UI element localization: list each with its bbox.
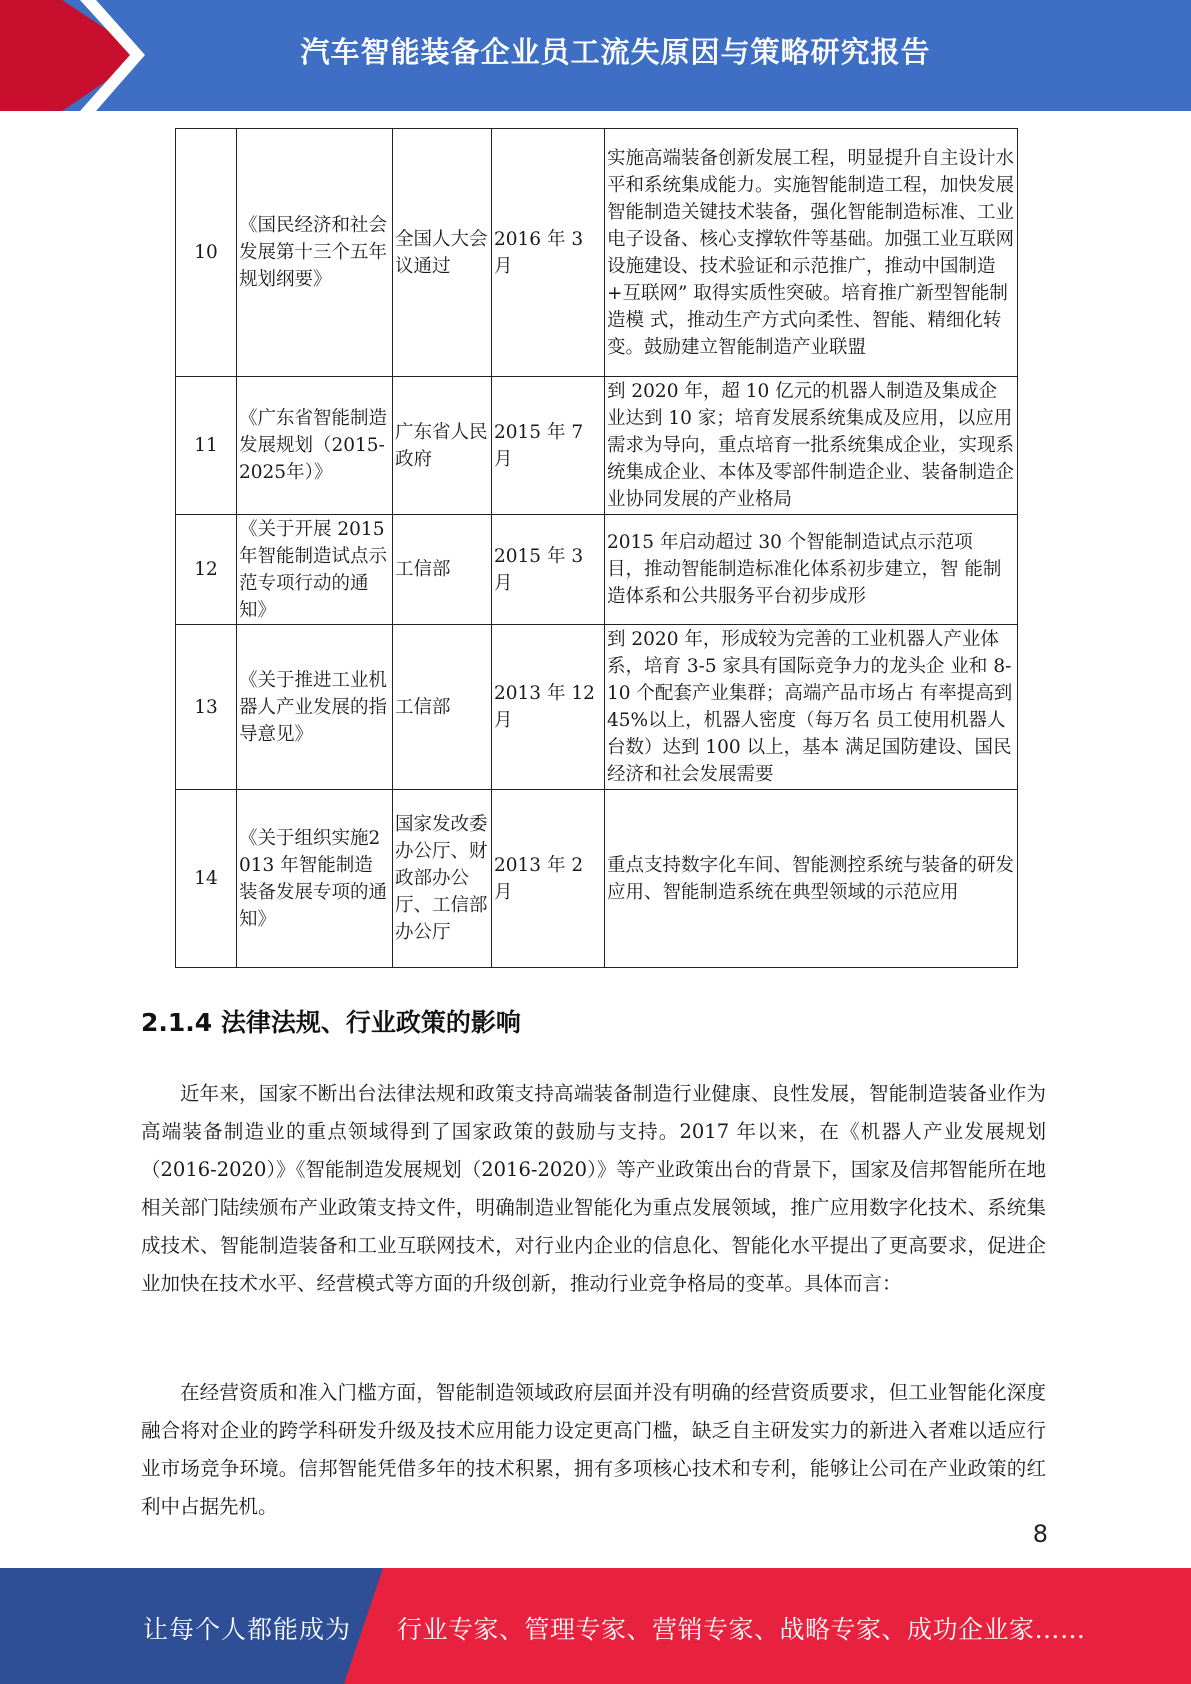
footer-slogan-right: 行业专家、管理专家、营销专家、战略专家、成功企业家…… (397, 1615, 1086, 1644)
row-number: 10 (176, 129, 237, 377)
policy-content: 重点支持数字化车间、智能测控系统与装备的研发应用、智能制造系统在典型领域的示范应用 (605, 790, 1018, 968)
policy-issuer: 国家发改委办公厅、财政部办公厅、工信部办公厅 (393, 790, 492, 968)
policy-name: 《关于开展 2015 年智能制造试点示范专项行动的通知》 (237, 515, 393, 625)
policy-date: 2015 年 7 月 (492, 377, 605, 515)
table-row (176, 790, 1018, 968)
table-row (176, 515, 1018, 625)
policy-date: 2016 年 3 月 (492, 129, 605, 377)
policy-issuer: 工信部 (393, 625, 492, 790)
policy-name: 《关于组织实施2013 年智能制造装备发展专项的通知》 (237, 790, 393, 968)
table-row (176, 625, 1018, 790)
policy-issuer: 工信部 (393, 515, 492, 625)
policy-name: 《广东省智能制造发展规划（2015-2025年）》 (237, 377, 393, 515)
policy-content: 到 2020 年，形成较为完善的工业机器人产业体系，培育 3-5 家具有国际竞争力的龙头企 业和 8-10 个配套产业集群；高端产品市场占 有率提高到 45%以上，机器人密度（每万名 员工使用机器人台数）达到 100 以上，基本 满足国防建设、国民经济和社会发展需要 (605, 625, 1018, 790)
policy-content: 实施高端装备创新发展工程，明显提升自主设计水平和系统集成能力。实施智能制造工程，加快发展智能制造关键技术装备，强化智能制造标准、工业电子设备、核心支撑软件等基础。加强工业互联网设施建设、技术验证和示范推广，推动中国制造+互联网” 取得实质性突破。培育推广新型智能制造模 式，推动生产方式向柔性、智能、精细化转 变。鼓励建立智能制造产业联盟 (605, 129, 1018, 377)
policy-content: 2015 年启动超过 30 个智能制造试点示范项 目，推动智能制造标准化体系初步建立，智 能制造体系和公共服务平台初步成形 (605, 515, 1018, 625)
policy-date: 2013 年 12 月 (492, 625, 605, 790)
page-number: 8 (1032, 1520, 1048, 1548)
row-number: 14 (176, 790, 237, 968)
section-heading: 2.1.4 法律法规、行业政策的影响 (141, 1008, 521, 1037)
row-number: 11 (176, 377, 237, 515)
body-paragraph: 在经营资质和准入门槛方面，智能制造领域政府层面并没有明确的经营资质要求，但工业智能化深度融合将对企业的跨学科研发升级及技术应用能力设定更高门槛，缺乏自主研发实力的新进入者难以适应行业市场竞争环境。信邦智能凭借多年的技术积累，拥有多项核心技术和专利，能够让公司在产业政策的红利中占据先机。 (141, 1381, 1046, 1518)
policy-issuer: 全国人大会议通过 (393, 129, 492, 377)
policy-issuer: 广东省人民政府 (393, 377, 492, 515)
policy-name: 《国民经济和社会发展第十三个五年规划纲要》 (237, 129, 393, 377)
policy-date: 2013 年 2 月 (492, 790, 605, 968)
policy-date: 2015 年 3 月 (492, 515, 605, 625)
report-title: 汽车智能装备企业员工流失原因与策略研究报告 (300, 34, 931, 69)
table-row (176, 129, 1018, 377)
row-number: 12 (176, 515, 237, 625)
row-number: 13 (176, 625, 237, 790)
footer-slogan-left: 让每个人都能成为 (143, 1615, 352, 1644)
policy-content: 到 2020 年，超 10 亿元的机器人制造及集成企业达到 10 家；培育发展系统集成及应用，以应用需求为导向，重点培育一批系统集成企业，实现系统集成企业、本体及零部件制造企业、装备制造企业协同发展的产业格局 (605, 377, 1018, 515)
table-row (176, 377, 1018, 515)
body-paragraph: 近年来，国家不断出台法律法规和政策支持高端装备制造行业健康、良性发展，智能制造装备业作为高端装备制造业的重点领域得到了国家政策的鼓励与支持。2017 年以来，在《机器人产业发展规划（2016-2020）》《智能制造发展规划（2016-2020）》等产业政策出台的背景下，国家及信邦智能所在地相关部门陆续颁布产业政策支持文件，明确制造业智能化为重点发展领域，推广应用数字化技术、系统集成技术、智能制造装备和工业互联网技术，对行业内企业的信息化、智能化水平提出了更高要求，促进企业加快在技术水平、经营模式等方面的升级创新，推动行业竞争格局的变革。具体而言： (141, 1082, 1046, 1295)
policy-table (175, 128, 1018, 968)
page-header (0, 0, 1191, 111)
policy-name: 《关于推进工业机器人产业发展的指导意见》 (237, 625, 393, 790)
